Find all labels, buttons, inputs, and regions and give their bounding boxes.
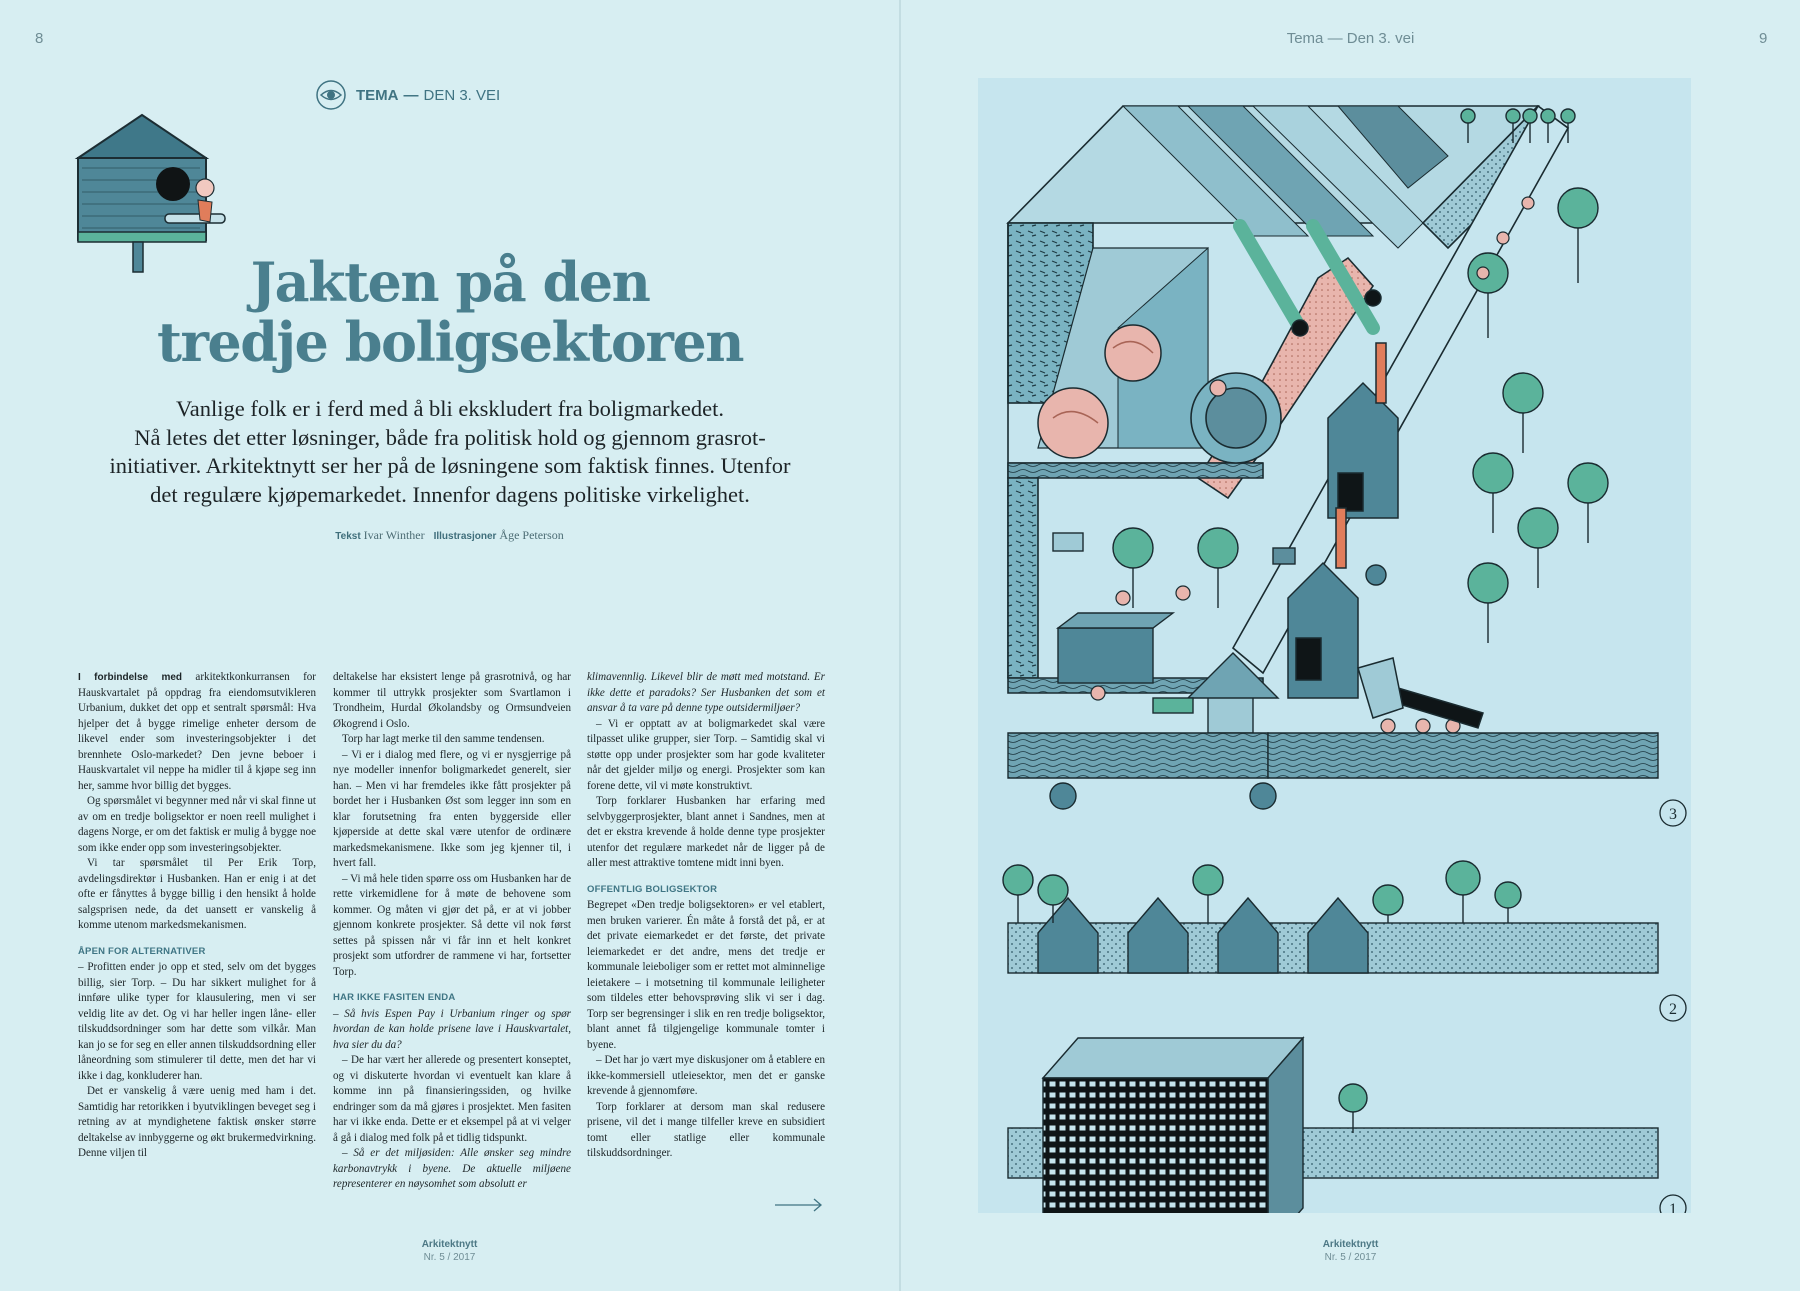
tema-label: TEMA xyxy=(356,86,399,104)
left-page xyxy=(0,0,899,1291)
headline-line-2: tredje boligsektoren xyxy=(157,310,743,374)
section-label xyxy=(316,80,500,110)
hammer xyxy=(1358,658,1483,728)
eye-icon xyxy=(316,80,346,110)
subheading: ÅPEN FOR ALTERNATIVER xyxy=(78,945,206,957)
row-houses xyxy=(1003,861,1658,973)
stage-marker-1: 1 xyxy=(1669,1201,1677,1213)
paragraph: – Det har jo vært mye diskusjoner om å etablere en ikke-kommersiell utleiesektor, men det er ganske krevende å gjennomføre. xyxy=(587,1054,825,1097)
tema-section: DEN 3. VEI xyxy=(423,86,501,104)
article-column-1 xyxy=(78,670,316,1162)
lead-line-1: Vanlige folk er i ferd med å bli ekskludert fra boligmarkedet. xyxy=(176,396,724,421)
paragraph: deltakelse har eksistert lenge på grasrotnivå, og har kommer til uttrykk prosjekter som Svartlamon i Trondheim, Hurdal Økolandsby og Ormsundveien Økogrend i Oslo. xyxy=(333,671,571,730)
paragraph: Det er vanskelig å være uenig med ham i det. Samtidig har retorikken i byutviklingen beveget seg i retning av at myndighetene faktisk ønsker større deltakelse av innbyggerne og økt brukermedvirkning. Denne viljen til xyxy=(78,1085,316,1159)
article-lead xyxy=(92,395,808,509)
birdhouse-illustration xyxy=(70,110,240,275)
magazine-name: Arkitektnytt xyxy=(421,1239,478,1250)
question: – Så er det miljøsiden: Alle ønsker seg mindre karbonavtrykk i byene. De aktuelle miljøene representerer en nøysomhet som absolutt er xyxy=(333,1147,571,1190)
page-number-right: 9 xyxy=(1759,30,1768,47)
continue-arrow-icon xyxy=(775,1198,823,1212)
paragraph: – Vi er opptatt av at boligmarkedet skal være tilpasset ulike grupper, sier Torp. – Samtidig skal vi støtte opp under prosjekter som har gode kvaliteter når det gjelder miljø og energi. Prosjekter som kan forene dette, vil vi møte konstruktivt. xyxy=(587,717,825,792)
stage-marker-2: 2 xyxy=(1669,1001,1677,1018)
subheading: OFFENTLIG BOLIGSEKTOR xyxy=(587,883,718,895)
lead-line-2: Nå letes det etter løsninger, både fra politisk hold og gjennom grasrot- xyxy=(134,424,766,450)
lead-in: I forbindelse med xyxy=(78,672,183,683)
stage-marker-3: 3 xyxy=(1669,806,1677,823)
headline-line-1: Jakten på den xyxy=(250,250,650,314)
tema-separator: — xyxy=(403,86,419,104)
paragraph: I forbindelse med arkitektkonkurransen for Hauskvartalet på oppdrag fra eiendomsutvikleren Urbanium, dukket det opp et sentralt spørsmål: Hva hjelper det å bygge rimelige enheter dersom de likevel ender som investeringsobjekter i det brennhete Oslo-markedet? Den jevne beboer i Hauskvartalet vil neppe ha midler til å kjøpe seg inn her, samme hvor billig det bygges. xyxy=(78,671,317,792)
paragraph: Torp forklarer at dersom man skal redusere prisene, vil det i mange tilfeller kreve en subsidiert tomt eller statlige eller kommunale tilskuddsordninger. xyxy=(587,1100,825,1159)
paragraph: Begrepet «Den tredje boligsektoren» er vel etablert, men bruken varierer. Én måte å forstå det på, er at det private eiemarkedet er det første, det private leiemarkedet er det andre, mens det tredje er kommunale leieboliger som er rettet mot alminnelige leietakere – i motsetning til kommunale leiligheter som tildeles etter behovsprøving slik vi ser i dag. Torp ser begrensinger i slik en ren tredje boligsektor, blant annet få tilgjengelige kommunale tomter i byene. xyxy=(587,899,825,1051)
question: klimavennlig. Likevel blir de møtt med motstand. Er ikke dette et paradoks? Ser Husbanken det som et ansvar å ta vare på denne type outsidermiljøer? xyxy=(587,671,825,714)
subheading: HAR IKKE FASITEN ENDA xyxy=(333,992,456,1003)
illustration-svg xyxy=(978,78,1691,1213)
page-number-left: 8 xyxy=(35,30,44,47)
footer-left xyxy=(0,1239,899,1263)
question: – Så hvis Espen Pay i Urbanium ringer og spør hvordan de kan holde prisene lave i Hauskvartalet, hva sier du da? xyxy=(333,1007,571,1051)
paragraph: Vi tar spørsmålet til Per Erik Torp, avdelingsdirektør i Husbanken. Han er enig i at det ofte er fånyttes å bygge billig i den hensikt å holde salgsprisen nede, da det uansett er vanskelig å komme utenom markedsmekanismen. xyxy=(78,857,316,931)
article-headline xyxy=(90,252,810,372)
byline-illustrator: Åge Peterson xyxy=(499,528,564,542)
byline-author: Ivar Winther xyxy=(363,528,425,542)
paragraph: Torp har lagt merke til den samme tendensen. xyxy=(342,733,545,745)
paragraph: – De har vært her allerede og presentert konseptet, og vi diskuterte hvordan vi eventuelt kan klare å komme inn på finansieringssiden, og hvilke endringer som da må gjøres i prosjektet. Men fasiten har vi ikke enda. Dette er et eksempel på at vi velger å gå i dialog med folk på et tidlig tidspunkt. xyxy=(333,1054,571,1144)
byline-text-label: Tekst xyxy=(335,531,361,542)
byline xyxy=(0,528,899,543)
paragraph: Torp forklarer Husbanken har erfaring med selvbyggerprosjekter, blant annet i Sandnes, men at det er ekstra krevende å holde denne type prosjekter utenfor det regulære markedet når de ligger på de aller mest attraktive tomtene midt inni byen. xyxy=(587,795,825,869)
lead-line-3: initiativer. Arkitektnytt ser her på de løsningene som faktisk finnes. Utenfor xyxy=(109,453,791,478)
running-head: Tema — Den 3. vei xyxy=(1286,30,1415,47)
paragraph: – Profitten ender jo opp et sted, selv om det bygges billig, sier Torp. – Du har sikkert mulighet for å innføre ulike typer for klausulering, men vi ser veldig lite av det. Og vi har heller ingen låne- eller tilskuddsordninger som har dette som vilkår. Man kan jo se for seg en eller annen tilskuddsordning eller låneordning som stimulerer til dette, men det har vi ikke i dag, konkluderer han. xyxy=(78,961,316,1082)
byline-illus-label: Illustrasjoner xyxy=(433,531,497,542)
paragraph: Og spørsmålet vi begynner med når vi skal finne ut av om en tredje boligsektor er noen reell mulighet i dagens Norge, er om det faktisk er mulig å bygge noe som ikke ender opp som investeringsobjekter. xyxy=(78,795,316,854)
housing-illustration xyxy=(978,78,1691,1213)
paragraph: – Vi må hele tiden spørre oss om Husbanken har de rette virkemidlene for å møte de behovene som kommer. Og måten vi gjør det på, er at vi jobber gjennom konkrete prosjekter. Så dette vil nok først settes på spissen når vi får inn et helt konkret prosjekt som utfordrer de rammene vi har, fortsetter Torp. xyxy=(333,872,571,978)
lead-line-4: det regulære kjøpemarkedet. Innenfor dagens politiske virkelighet. xyxy=(150,481,750,507)
magazine-name: Arkitektnytt xyxy=(1322,1239,1379,1250)
footer-right xyxy=(901,1239,1800,1263)
issue-number: Nr. 5 / 2017 xyxy=(1324,1252,1377,1263)
issue-number: Nr. 5 / 2017 xyxy=(423,1252,476,1263)
paragraph: – Vi er i dialog med flere, og vi er nysgjerrige på nye modeller innenfor boligmarkedet generelt, sier han. – Men vi har fremdeles ikke fått prosjekter på bordet her i Husbanken Øst som legger inn som en klar forutsetning fra enten byggerside eller kjøperside at dette skal være utenfor de ordinære markedsmekanismene. Ikke som jeg kjenner til, i hvert fall. xyxy=(333,748,571,869)
apartment-block xyxy=(1008,1038,1658,1213)
article-column-3 xyxy=(587,670,825,1162)
article-column-2 xyxy=(333,670,571,1193)
